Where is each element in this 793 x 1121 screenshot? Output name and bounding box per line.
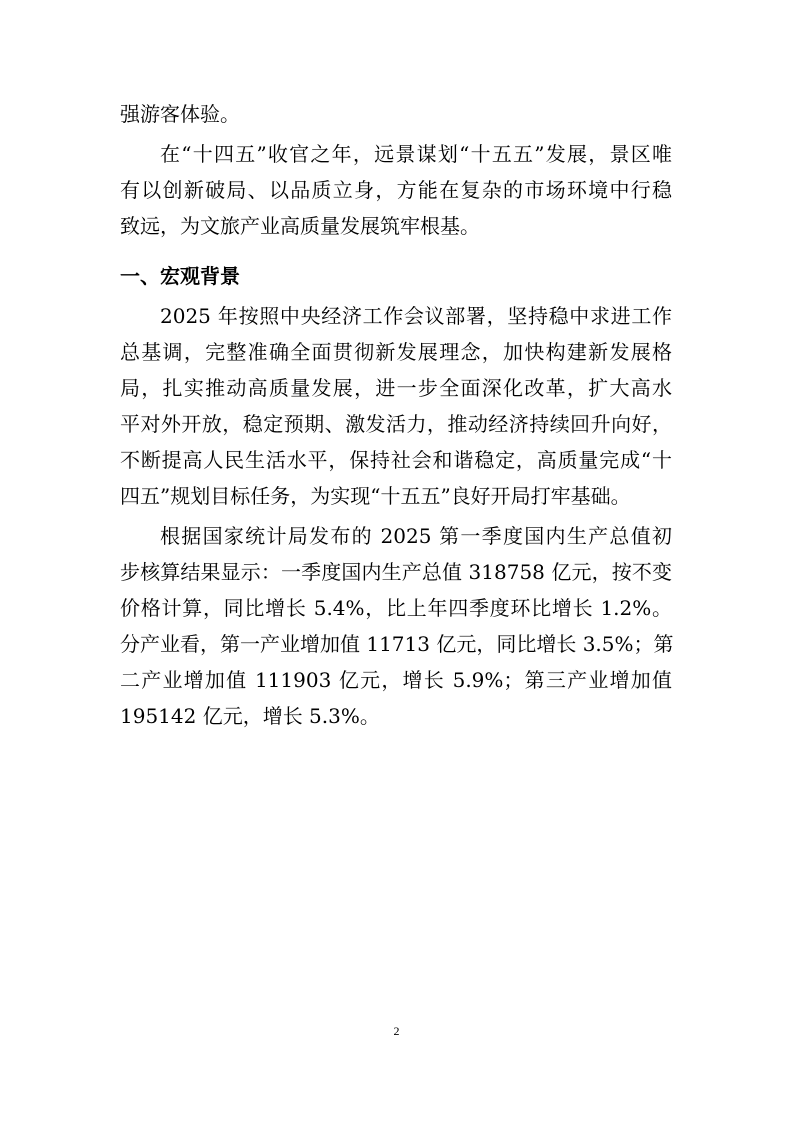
text-line: 局，扎实推动高质量发展，进一步全面深化改革，扩大高水 (120, 376, 672, 400)
paragraph-gdp-statistics (120, 518, 672, 734)
text-line: 强游客体验。 (120, 102, 240, 126)
text-line: 总基调，完整准确全面贯彻新发展理念，加快构建新发展格 (120, 340, 672, 364)
text-line: 价格计算，同比增长 5.4%，比上年四季度环比增长 1.2%。 (120, 596, 672, 620)
text-line: 步核算结果显示：一季度国内生产总值 318758 亿元，按不变 (120, 560, 672, 584)
paragraph-outlook (120, 136, 672, 244)
text-line: 四五”规划目标任务，为实现“十五五”良好开局打牢基础。 (120, 484, 631, 508)
text-line: 2025 年按照中央经济工作会议部署，坚持稳中求进工作 (160, 304, 672, 328)
paragraph-macro-policy (120, 298, 672, 514)
text-line: 不断提高人民生活水平，保持社会和谐稳定，高质量完成“十 (120, 448, 672, 472)
text-line: 致远，为文旅产业高质量发展筑牢根基。 (120, 214, 480, 238)
text-line: 平对外开放，稳定预期、激发活力，推动经济持续回升向好， (120, 412, 672, 436)
text-line: 分产业看，第一产业增加值 11713 亿元，同比增长 3.5%；第 (120, 632, 674, 656)
document-body (120, 96, 672, 734)
page-number: 2 (393, 1024, 400, 1038)
text-line: 二产业增加值 111903 亿元，增长 5.9%；第三产业增加值 (120, 668, 672, 692)
text-line: 195142 亿元，增长 5.3%。 (120, 704, 380, 728)
section-heading: 一、宏观背景 (120, 264, 240, 288)
text-line: 有以创新破局、以品质立身，方能在复杂的市场环境中行稳 (120, 178, 672, 202)
intro-paragraph (120, 96, 672, 132)
text-line: 根据国家统计局发布的 2025 第一季度国内生产总值初 (160, 524, 672, 548)
text-line: 在“十四五”收官之年，远景谋划“十五五”发展，景区唯 (160, 142, 672, 166)
